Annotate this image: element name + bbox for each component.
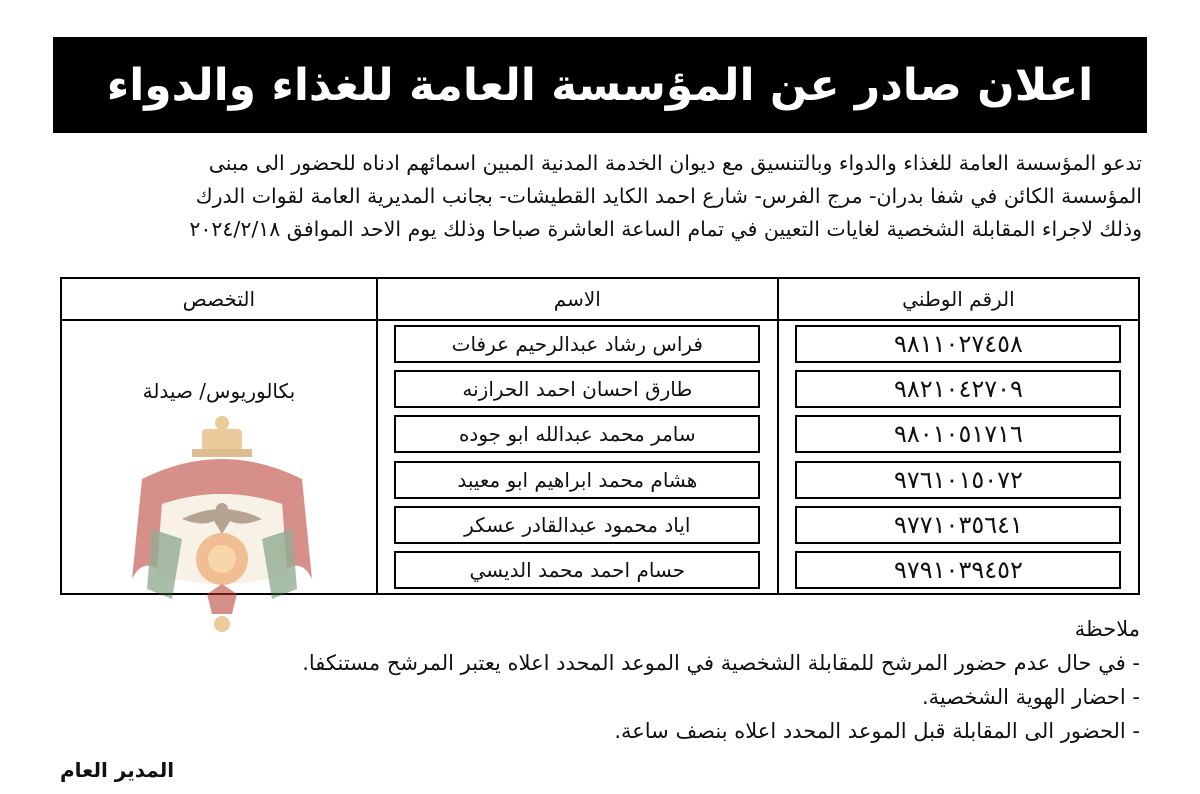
intro-line: تدعو المؤسسة العامة للغذاء والدواء وبالتنسيق مع ديوان الخدمة المدنية المبين اسمائهم ادناه للحضور الى مبنى	[208, 151, 1142, 175]
national-id-cell	[778, 457, 1139, 502]
intro-line: وذلك لاجراء المقابلة الشخصية لغايات التعيين في تمام الساعة العاشرة صباحا وذلك يوم الاحد الموافق ٢٠٢٤/٢/١٨	[189, 217, 1142, 241]
intro-paragraph	[56, 147, 1142, 246]
national-id-cell	[778, 548, 1139, 594]
note-item: - الحضور الى المقابلة قبل الموعد المحدد اعلاه بنصف ساعة.	[614, 719, 1140, 743]
national-id-value: ٩٧٧١٠٣٥٦٤١	[795, 506, 1121, 544]
national-id-value: ٩٧٦١٠١٥٠٧٢	[795, 461, 1121, 499]
name-value: طارق احسان احمد الحرازنه	[394, 370, 760, 408]
name-cell	[377, 366, 778, 411]
name-cell	[377, 457, 778, 502]
signature-title: المدير العام	[60, 758, 175, 782]
candidates-table	[60, 277, 1140, 595]
name-cell	[377, 548, 778, 594]
name-value: هشام محمد ابراهيم ابو معيبد	[394, 461, 760, 499]
national-id-value: ٩٨٢١٠٤٢٧٠٩	[795, 370, 1121, 408]
national-id-cell	[778, 412, 1139, 457]
note-item: - في حال عدم حضور المرشح للمقابلة الشخصية في الموعد المحدد اعلاه يعتبر المرشح مستنكفا.	[302, 651, 1140, 675]
name-value: سامر محمد عبدالله ابو جوده	[394, 415, 760, 453]
name-value: فراس رشاد عبدالرحيم عرفات	[394, 325, 760, 363]
national-id-cell	[778, 502, 1139, 547]
name-value: اياد محمود عبدالقادر عسكر	[394, 506, 760, 544]
notes-heading: ملاحظة	[1074, 617, 1140, 641]
national-id-value: ٩٨٠١٠٥١٧١٦	[795, 415, 1121, 453]
jordan-coat-of-arms-icon	[112, 409, 332, 639]
specialty-value: بكالوريوس/ صيدلة	[142, 379, 296, 403]
notes-section	[200, 612, 1140, 748]
name-value: حسام احمد محمد الديسي	[394, 551, 760, 589]
note-item: - احضار الهوية الشخصية.	[921, 685, 1140, 709]
header-national-id: الرقم الوطني	[778, 278, 1139, 320]
title-banner	[53, 37, 1147, 133]
page-title: اعلان صادر عن المؤسسة العامة للغذاء والدواء	[106, 59, 1094, 111]
name-cell	[377, 502, 778, 547]
specialty-cell	[61, 320, 377, 594]
header-name: الاسم	[377, 278, 778, 320]
candidates-table-wrapper	[60, 277, 1140, 595]
name-cell	[377, 412, 778, 457]
table-header-row	[61, 278, 1139, 320]
table-row	[61, 320, 1139, 366]
national-id-cell	[778, 366, 1139, 411]
intro-line: المؤسسة الكائن في شفا بدران- مرج الفرس- شارع احمد الكايد القطيشات- بجانب المديرية العامة لقوات الدرك	[195, 184, 1142, 208]
national-id-value: ٩٨١١٠٢٧٤٥٨	[795, 325, 1121, 363]
national-id-cell	[778, 320, 1139, 366]
name-cell	[377, 320, 778, 366]
national-id-value: ٩٧٩١٠٣٩٤٥٢	[795, 551, 1121, 589]
header-specialty: التخصص	[61, 278, 377, 320]
